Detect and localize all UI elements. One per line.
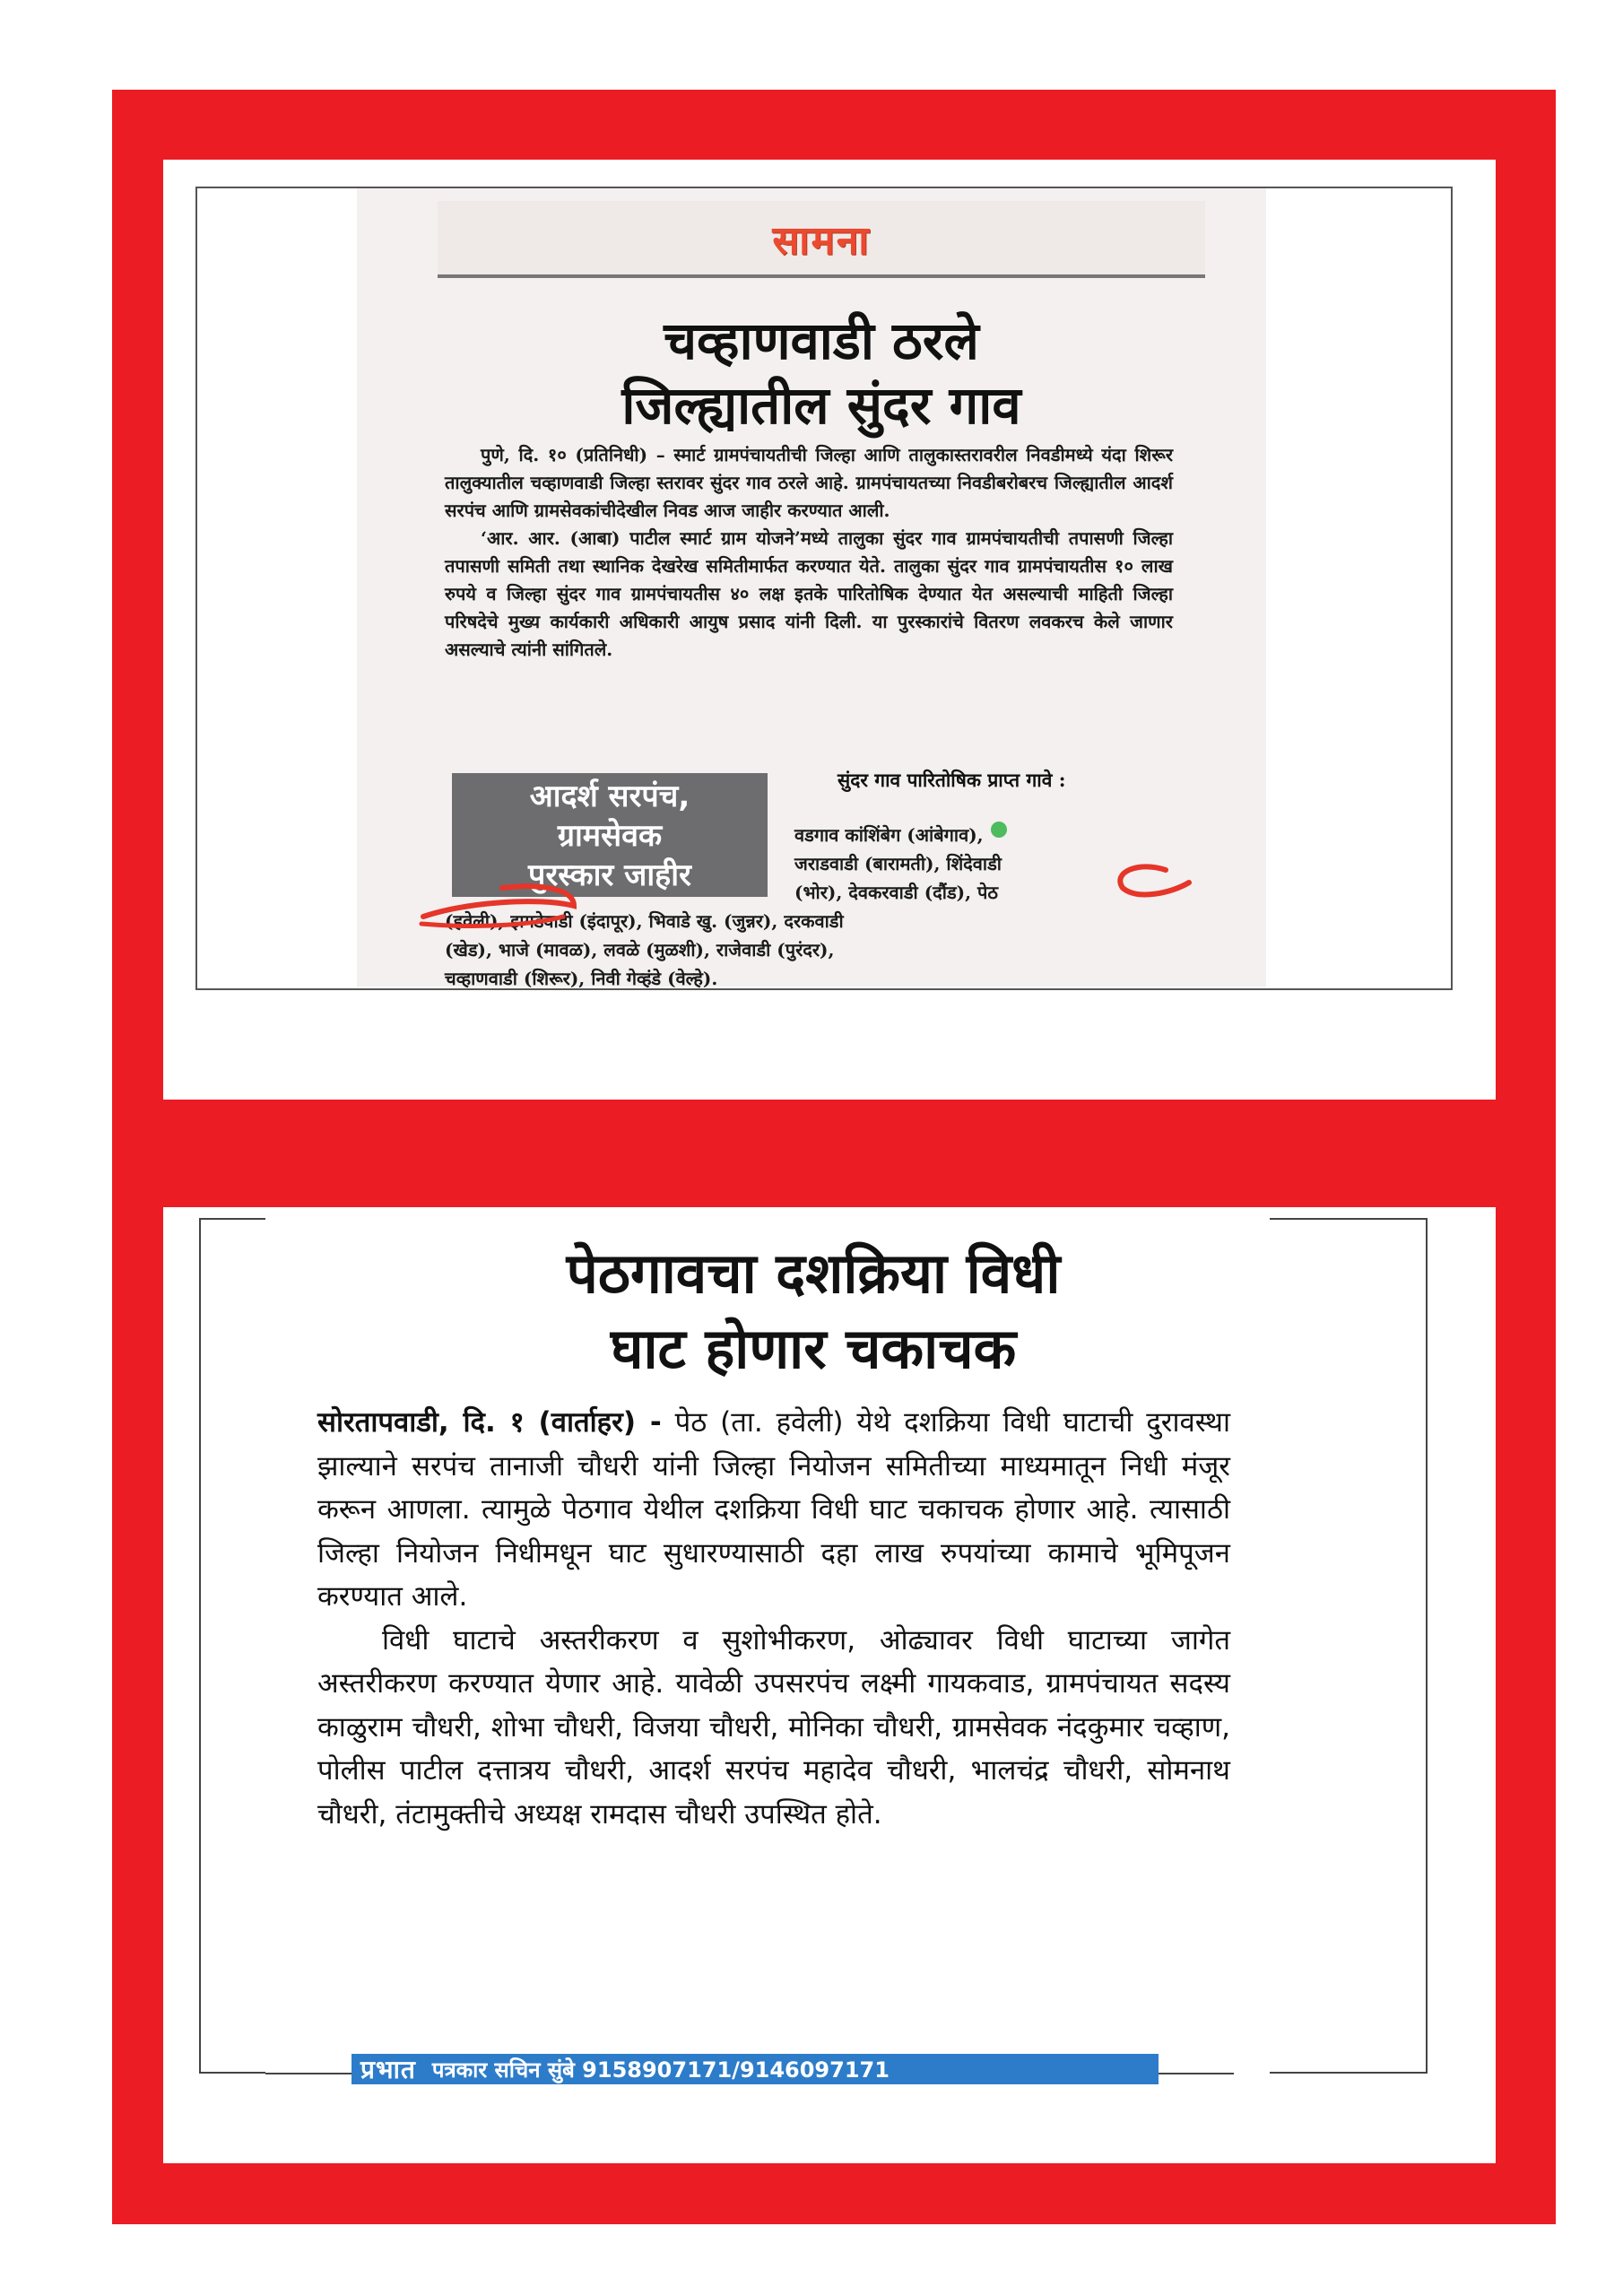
dateline: सोरतापवाडी, दि. १ (वार्ताहर) - bbox=[317, 1406, 662, 1439]
village-line-5: (खेड), भाजे (मावळ), लवळे (मुळशी), राजेवाडी (पुरंदर), bbox=[445, 939, 835, 961]
village-line-4: (हवेली), झगडेवाडी (इंदापूर), भिवाडे खु. (जुन्नर), दरकवाडी bbox=[445, 910, 844, 932]
top-paragraph-1: पुणे, दि. १० (प्रतिनिधी) – स्मार्ट ग्रामपंचायतीची जिल्हा आणि तालुकास्तरावरील निवडीमध्ये यंदा शिरूर तालुक्यातील चव्हाणवाडी जिल्हा स्तरावर सुंदर गाव ठरले आहे. ग्रामपंचायतच्या निवडीबरोबरच जिल्ह्यातील आदर्श सरपंच आणि ग्रामसेवकांचीदेखील निवड आज जाहीर करण्यात आली. bbox=[445, 444, 1173, 521]
village-line-3: (भोर), देवकरवाडी (दौंड), पेठ bbox=[794, 882, 999, 903]
prabhat-logo: प्रभात bbox=[360, 2055, 416, 2084]
masthead-rule bbox=[438, 274, 1205, 278]
bottom-article-body bbox=[317, 1401, 1230, 1836]
bottom-paragraph-2: विधी घाटाचे अस्तरीकरण व सुशोभीकरण, ओढ्यावर विधी घाटाच्या जागेत अस्तरीकरण करण्यात येणार आहे. यावेळी उपसरपंच लक्ष्मी गायकवाड, ग्रामपंचायत सदस्य काळुराम चौधरी, शोभा चौधरी, विजया चौधरी, मोनिका चौधरी, ग्रामसेवक नंदकुमार चव्हाण, पोलीस पाटील दत्तात्रय चौधरी, आदर्श सरपंच महादेव चौधरी, भालचंद्र चौधरी, सोमनाथ चौधरी, तंटामुक्तीचे अध्यक्ष रामदास चौधरी उपस्थित होते. bbox=[317, 1623, 1230, 1831]
bottom-clipping-top-gap bbox=[265, 1214, 1270, 1222]
top-headline bbox=[438, 309, 1205, 438]
village-line-6: चव्हाणवाडी (शिरूर), निवी गेव्हंडे (वेल्हे). bbox=[445, 968, 718, 989]
top-paragraph-2: ‘आर. आर. (आबा) पाटील स्मार्ट ग्राम योजने’मध्ये तालुका सुंदर गाव ग्रामपंचायतीची तपासणी जिल्हा तपासणी समिती तथा स्थानिक देखरेख समितीमार्फत करण्यात येते. तालुका सुंदर गाव ग्रामपंचायतीस १० लाख रुपये व जिल्हा सुंदर गाव ग्रामपंचायतीस ४० लक्ष इतके पारितोषिक देण्यात येत असल्याची माहिती जिल्हा परिषदेचे मुख्य कार्यकारी अधिकारी आयुष प्रसाद यांनी दिली. या पुरस्कारांचे वितरण लवकरच केले जाणार असल्याचे त्यांनी सांगितले. bbox=[445, 527, 1173, 660]
footer-credit-bar bbox=[352, 2054, 1159, 2084]
top-subhead: सुंदर गाव पारितोषिक प्राप्त गावे : bbox=[838, 769, 1066, 791]
top-headline-line-1: चव्हाणवाडी ठरले bbox=[664, 310, 979, 371]
bottom-headline-line-2: घाट होणार चकाचक bbox=[610, 1316, 1017, 1381]
bottom-headline-line-1: पेठगावचा दशक्रिया विधी bbox=[566, 1240, 1061, 1306]
top-article-body bbox=[445, 441, 1173, 664]
award-box-line-3: पुरस्कार जाहीर bbox=[528, 857, 691, 893]
award-box-line-2: ग्रामसेवक bbox=[557, 818, 663, 854]
reporter-credit: पत्रकार सचिन सुंबे 9158907171/9146097171 bbox=[431, 2057, 890, 2083]
village-line-2: जराडवाडी (बारामती), शिंदेवाडी bbox=[794, 853, 1002, 874]
village-list bbox=[445, 821, 1173, 993]
bottom-headline bbox=[206, 1236, 1420, 1387]
bottom-paragraph-1 bbox=[317, 1401, 1230, 1619]
bottom-paragraph-1-text: पेठ (ता. हवेली) येथे दशक्रिया विधी घाटाची दुरावस्था झाल्याने सरपंच तानाजी चौधरी यांनी जिल्हा नियोजन समितीच्या माध्यमातून निधी मंजूर करून आणला. त्यामुळे पेठगाव येथील दशक्रिया विधी घाट चकाचक होणार आहे. त्यासाठी जिल्हा नियोजन निधीमधून घाट सुधारण्यासाठी दहा लाख रुपयांच्या कामाचे भूमिपूजन करण्यात आले. bbox=[317, 1406, 1230, 1613]
village-line-1: वडगाव कांशिंबेग (आंबेगाव), bbox=[794, 824, 984, 846]
newspaper-masthead: सामना bbox=[772, 218, 871, 264]
top-headline-line-2: जिल्ह्यातील सुंदर गाव bbox=[621, 375, 1021, 436]
award-box-line-1: आदर्श सरपंच, bbox=[529, 778, 690, 814]
